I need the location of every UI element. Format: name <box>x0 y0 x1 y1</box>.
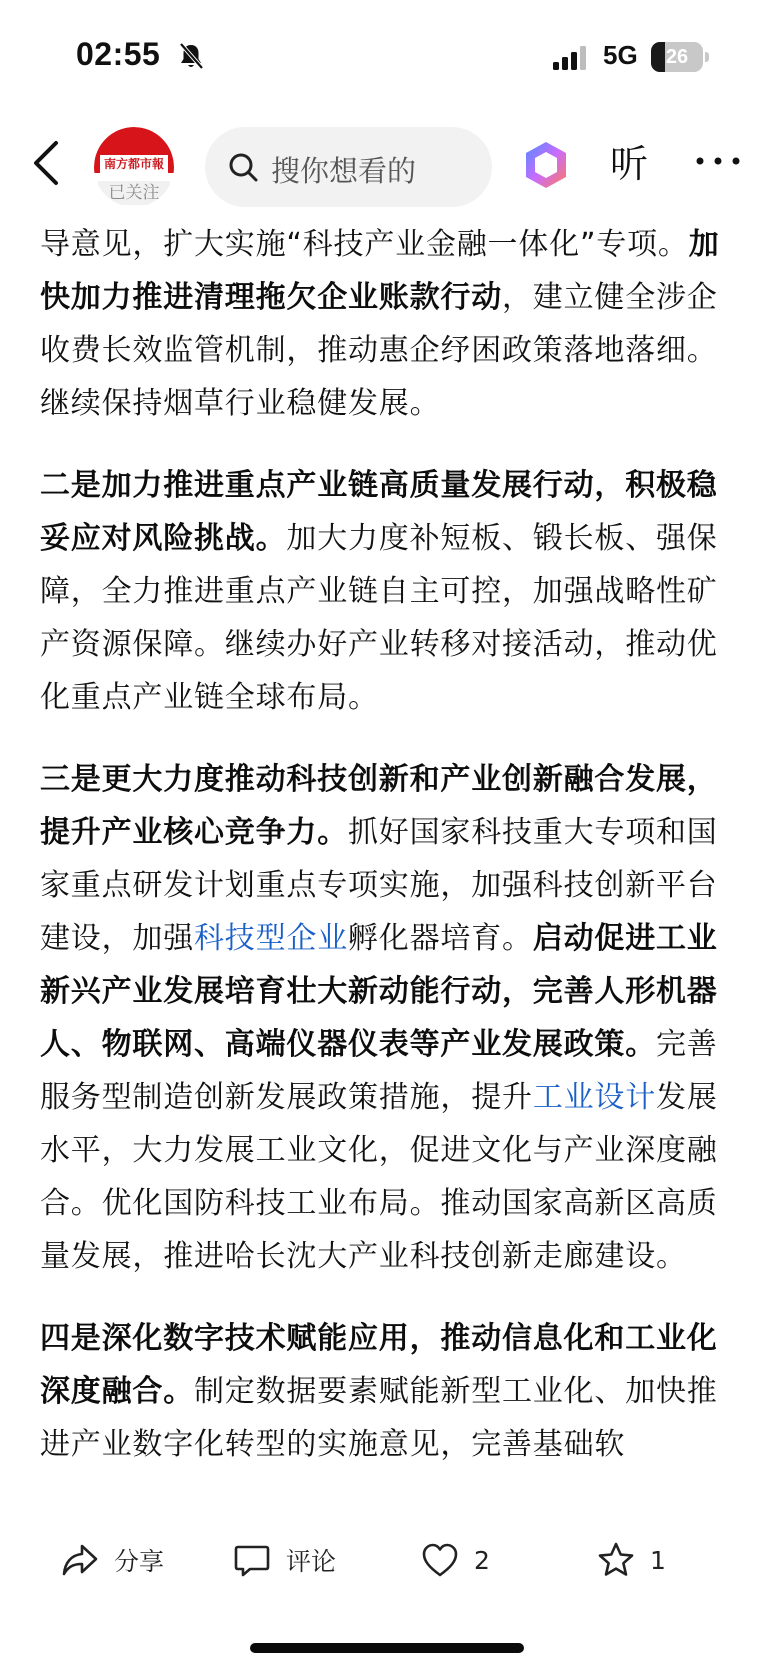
listen-button[interactable]: 听 <box>610 142 649 186</box>
back-arrow-icon[interactable] <box>28 137 68 189</box>
ai-assistant-icon[interactable] <box>522 139 570 191</box>
battery-icon <box>651 42 709 72</box>
comment-label: 评论 <box>286 1547 337 1576</box>
search-input[interactable] <box>205 127 492 207</box>
paragraph-text: 导意见，扩大实施“科技产业金融一体化”专项。 <box>40 227 689 262</box>
search-placeholder: 搜你想看的 <box>271 154 417 188</box>
like-button[interactable] <box>420 1532 490 1588</box>
bold-text: 三是更大力度推动科技创新和产业创新融合发展，提升产业核心竞争力。 <box>40 762 718 850</box>
top-nav-bar <box>0 115 769 215</box>
article-paragraph <box>40 753 720 1283</box>
content-fade <box>0 1495 769 1525</box>
article-body <box>40 218 720 1520</box>
inline-link[interactable]: 工业设计 <box>532 1080 657 1115</box>
paragraph-text: 孵化器培育。 <box>348 921 533 956</box>
heart-icon <box>420 1540 460 1580</box>
more-icon[interactable] <box>694 151 742 171</box>
bold-text: 四是深化数字技术赋能应用，推动信息化和工业化深度融合。 <box>40 1321 718 1409</box>
bold-text: 二是加力推进重点产业链高质量发展行动，积极稳妥应对风险挑战。 <box>40 468 718 556</box>
paragraph-text: 抓好国家科技重大专项和国家重点研发计划重点专项实施，加强科技创新平台建设，加强 <box>40 815 718 956</box>
inline-link[interactable]: 科技型企业 <box>194 921 348 956</box>
follow-status-badge: 已关注 <box>98 181 170 205</box>
bell-slash-icon <box>178 42 204 70</box>
bold-text: 加快加力推进清理拖欠企业账款行动 <box>40 227 720 315</box>
network-type: 5G <box>603 40 638 70</box>
article-paragraph <box>40 218 720 430</box>
bold-text: 启动促进工业新兴产业发展培育壮大新动能行动，完善人形机器人、物联网、高端仪器仪表等产业发展政策。 <box>40 921 718 1062</box>
star-icon <box>596 1540 636 1580</box>
article-paragraph <box>40 459 720 724</box>
like-count: 2 <box>474 1545 490 1575</box>
publisher-logo-text: 南方都市報 <box>100 155 168 173</box>
share-button[interactable] <box>60 1532 164 1588</box>
paragraph-text: 制定数据要素赋能新型工业化、加快推进产业数字化转型的实施意见，完善基础软 <box>40 1374 718 1462</box>
favorite-count: 1 <box>650 1545 666 1575</box>
comment-button[interactable] <box>232 1532 336 1588</box>
comment-icon <box>232 1540 272 1580</box>
share-label: 分享 <box>114 1547 165 1576</box>
share-icon <box>60 1540 100 1580</box>
home-indicator <box>250 1643 524 1653</box>
paragraph-text: 完善服务型制造创新发展政策措施，提升 <box>40 1027 718 1115</box>
status-time: 02:55 <box>76 36 161 72</box>
paragraph-text: ，建立健全涉企收费长效监管机制，推动惠企纾困政策落地落细。继续保持烟草行业稳健发展。 <box>40 280 718 421</box>
article-paragraph <box>40 1312 720 1471</box>
signal-icon <box>553 46 589 70</box>
favorite-button[interactable] <box>596 1532 666 1588</box>
paragraph-text: 加大力度补短板、锻长板、强保障，全力推进重点产业链自主可控，加强战略性矿产资源保障。继续办好产业转移对接活动，推动优化重点产业链全球布局。 <box>40 521 718 715</box>
paragraph-text: 发展水平，大力发展工业文化，促进文化与产业深度融合。优化国防科技工业布局。推动国家高新区高质量发展，推进哈长沈大产业科技创新走廊建设。 <box>40 1080 718 1274</box>
bottom-action-bar <box>0 1522 769 1602</box>
search-icon <box>227 151 259 183</box>
publisher-avatar[interactable] <box>94 127 174 207</box>
status-bar <box>0 0 769 110</box>
battery-level: 26 <box>665 46 689 68</box>
